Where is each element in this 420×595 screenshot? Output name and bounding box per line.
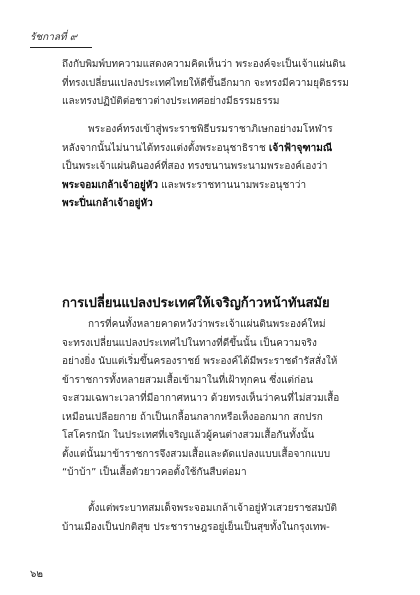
section-heading: การเปลี่ยนแปลงประเทศให้เจริญก้าวหน้าทันสมัย bbox=[62, 296, 330, 311]
page-number: ๖๒ bbox=[30, 569, 43, 580]
text-line: ข้าราชการทั้งหลายสวมเสื้อเข้ามาในที่เฝ้าทุกคน ซึ่งแต่ก่อน bbox=[62, 374, 313, 386]
bold-name: เจ้าฟ้าจุฑามณี bbox=[268, 142, 333, 154]
text-line: บ้านเมืองเป็นปกติสุข ประชาราษฎรอยู่เย็นเป็นสุขทั้งในกรุงเทพ- bbox=[62, 521, 330, 533]
text-line: โสโครกนัก ในประเทศที่เจริญแล้วผู้คนต่างสวมเสื้อกันทั้งนั้น bbox=[62, 430, 315, 441]
text-line: และทรงปฏิบัติต่อชาวต่างประเทศอย่างมีธรรมธรรม bbox=[62, 96, 280, 107]
text-line: เหมือนเปลือยกาย ถ้าเป็นเกลื้อนกลากหรือเห็งออกมาก สกปรก bbox=[62, 411, 323, 423]
paragraph-intro bbox=[62, 56, 358, 112]
text-line: เป็นพระเจ้าแผ่นดินองค์ที่สอง ทรงขนานพระนามพระองค์เองว่า bbox=[62, 161, 328, 172]
text-line: “บ้าบ้า” เป็นเสื้อตัวยาวคอตั้งใช้กันสืบต่อมา bbox=[62, 467, 247, 478]
text-line: พระองค์ทรงเข้าสู่พระราชพิธีบรมราชาภิเษกอย่างมโหฬาร bbox=[88, 124, 333, 135]
text-line: ถึงกับพิมพ์บทความแสดงความคิดเห็นว่า พระองค์จะเป็นเจ้าแผ่นดิน bbox=[62, 59, 346, 70]
header-rule bbox=[30, 47, 92, 48]
text-line: ที่ทรงเปลี่ยนแปลงประเทศไทยให้ดีขึ้นอีกมาก จะทรงมีความยุติธรรม bbox=[62, 77, 349, 89]
running-header: รัชกาลที่ ๙ bbox=[30, 32, 78, 43]
text-line bbox=[62, 195, 358, 214]
text-line: ตั้งแต่พระบาทสมเด็จพระจอมเกล้าเจ้าอยู่หัวเสวยราชสมบัติ bbox=[88, 503, 337, 514]
text-line: จะทรงเปลี่ยนแปลงประเทศไปในทางที่ดีขึ้นนั้น เป็นความจริง bbox=[62, 337, 317, 349]
text-segment: หลังจากนั้นไม่นานได้ทรงแต่งตั้งพระอนุชาธิราช bbox=[62, 142, 269, 154]
paragraph-section-body bbox=[62, 316, 358, 483]
paragraph-closing bbox=[62, 500, 358, 537]
text-line: ตั้งแต่นั้นมาข้าราชการจึงสวมเสื้อและดัดแปลงแบบเสื้อจากแบบ bbox=[62, 448, 331, 460]
text-line bbox=[62, 177, 358, 196]
bold-name: พระปิ่นเกล้าเจ้าอยู่หัว bbox=[62, 198, 153, 209]
paragraph-coronation bbox=[62, 121, 358, 214]
text-line: จะสวมเฉพาะเวลาที่มีอากาศหนาว ด้วยทรงเห็นว่าคนที่ไม่สวมเสื้อ bbox=[62, 393, 340, 404]
text-line: การที่คนทั้งหลายคาดหวังว่าพระเจ้าแผ่นดินพระองค์ใหม่ bbox=[88, 319, 326, 330]
text-segment: และพระราชทานนามพระอนุชาว่า bbox=[157, 179, 307, 191]
text-line bbox=[62, 140, 358, 159]
bold-name: พระจอมเกล้าเจ้าอยู่หัว bbox=[62, 179, 158, 191]
text-line: อย่างยิ่ง นับแต่เริ่มขึ้นครองราชย์ พระองค์ได้มีพระราชดำรัสสั่งให้ bbox=[62, 356, 338, 367]
